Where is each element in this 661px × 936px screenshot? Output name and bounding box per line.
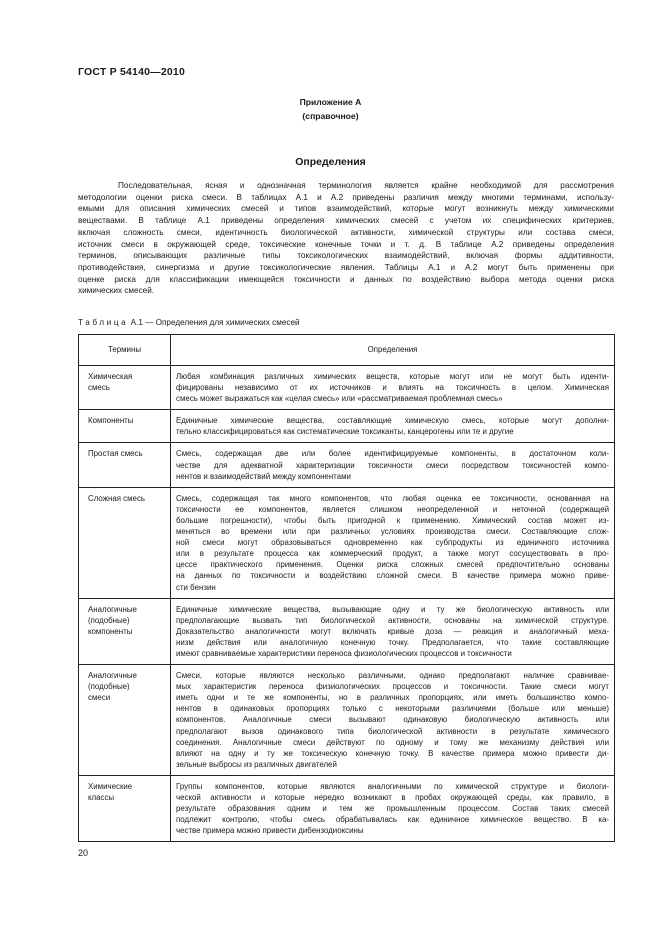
definition-line: Смеси, которые являются несколько различными, однако предполагают наличие сравнивае- xyxy=(176,671,609,681)
definition-line: мых характеристик переноса физиологических процессов и токсичности. Такие смеси могут xyxy=(176,682,609,692)
definition-line: Смесь, содержащая так много компонентов, что любая оценка ее токсичности, основанная на xyxy=(176,493,609,503)
definition-line: большие погрешности), чтобы быть пригодной к применению. Химический состав может из- xyxy=(176,515,609,525)
definition-line: меняться во времени или при различных условиях производства смеси. Составляющие слож- xyxy=(176,527,609,537)
definition-line: или в результате процесса как коммерческий продукт, а также могут сосуществовать в про- xyxy=(176,549,609,559)
definition-line: результате образования одним и тем же промышленным процессом. Состав таких смесей xyxy=(176,804,609,814)
definition-line: предполагающие вызвать тип биологической активности, основаны на химической структуре. xyxy=(176,615,609,625)
table-row xyxy=(79,775,615,841)
term-line: Химическая xyxy=(88,372,133,381)
intro-line: включая сложность смеси, идентичность биологической активности, химической структуры или состава смеси, xyxy=(78,227,614,237)
header-definitions: Определения xyxy=(171,335,615,366)
intro-line: противодействия, синергизма и другие токсикологические явления. Таблицы А.1 и А.2 могут быть применены при xyxy=(78,262,614,272)
definition-cell xyxy=(171,487,615,598)
table-caption xyxy=(78,318,300,327)
table-row xyxy=(79,410,615,443)
term-line: (подобные) xyxy=(88,615,130,625)
definition-line: соединения. Аналогичные смеси действуют по одному и тому же механизму действия или xyxy=(176,737,609,747)
definition-line: смесь может выражаться как «целая смесь» или «рассматриваемая проблемная смесь» xyxy=(176,394,503,404)
table-header-row xyxy=(79,335,615,366)
definition-line: сти бензин xyxy=(176,582,216,592)
term-cell xyxy=(79,775,171,841)
definition-line: на данных по токсичности и воздействию сложной смеси. В качестве примера можно приве- xyxy=(176,571,609,581)
table-row xyxy=(79,487,615,598)
table-row xyxy=(79,665,615,776)
appendix-title: Приложение А xyxy=(299,97,362,107)
term-cell xyxy=(79,443,171,487)
term-cell xyxy=(79,598,171,664)
intro-line: веществами. В таблице А.1 приведены определения химических смесей с учетом их специфических критериев, xyxy=(78,216,614,226)
definition-cell xyxy=(171,443,615,487)
definition-line: Доказательство аналогичности могут включать кривые доза — реакция и аналогичный меха- xyxy=(176,626,609,636)
term-line: смеси xyxy=(88,693,111,703)
definition-line: подлежит контролю, чтобы смесь обрабатывалась как единичное химическое вещество. В ка- xyxy=(176,815,609,825)
table-body xyxy=(79,366,615,842)
term-cell xyxy=(79,487,171,598)
definition-cell xyxy=(171,598,615,664)
table-caption-text: А.1 — Определения для химических смесей xyxy=(128,318,300,327)
term-line: смесь xyxy=(88,383,110,393)
table-caption-prefix: Таблица xyxy=(78,318,129,327)
definition-line: низм действия или аналогичную конечную точку. Предполагается, что такие составляющие xyxy=(176,637,609,647)
term-line: Аналогичные xyxy=(88,604,137,614)
term-line: Простая смесь xyxy=(88,449,143,459)
definition-line: фицированы независимо от их источников и влиять на токсичность в целом. Химическая xyxy=(176,383,609,393)
definition-line: имеют сравниваемые характеристики переноса физиологических процессов и токсичности xyxy=(176,648,512,658)
intro-line: методологии оценки риска смеси. В таблицах А.1 и А.2 приведены различия между многими терминами, использу- xyxy=(78,192,614,202)
definition-line: цессе практического применения. Оценки риска сложных смесей предпочтительно основаны xyxy=(176,560,609,570)
definition-line: Любая комбинация различных химических веществ, которые могут или не могут быть иденти- xyxy=(176,372,609,381)
definition-line: влияют на одну и ту же токсическую конечную точку. В качестве примера можно привести ди- xyxy=(176,748,609,758)
intro-line: емыми для описания химических смесей и типов взаимодействий, которые могут возникнуть между химическими xyxy=(78,204,614,214)
definition-line: тельно классифицироваться как систематические токсиканты, канцерогены или те и другие xyxy=(176,427,514,437)
term-line: Химические xyxy=(88,781,133,791)
term-line: Аналогичные xyxy=(88,671,137,681)
definition-line: зельные выбросы из различных двигателей xyxy=(176,759,337,769)
table-row xyxy=(79,598,615,664)
definition-cell xyxy=(171,410,615,443)
term-line: (подобные) xyxy=(88,682,130,692)
definition-line: Смесь, содержащая две или более идентифицируемые компоненты, в достаточном коли- xyxy=(176,449,609,459)
definition-line: честве для адекватной характеризации токсичности смеси посредством токсичностей компо- xyxy=(176,460,609,470)
table-row xyxy=(79,366,615,410)
term-cell xyxy=(79,366,171,410)
intro-paragraph xyxy=(78,180,614,297)
appendix-status: (справочное) xyxy=(302,111,359,121)
intro-line: оценке риска для классификации имеющейся токсичности и данных по воздействию выбора метода оценки риска xyxy=(78,274,614,284)
definition-line: ческой активности и которые нередко возникают в пробах окружающей среды, как правило, в xyxy=(176,793,609,802)
appendix-heading xyxy=(0,95,661,123)
document-code: ГОСТ Р 54140—2010 xyxy=(78,66,186,78)
term-line: классы xyxy=(88,793,115,802)
definition-line: токсичности ее компонентов, является слишком неопределенной и неточной (содержащей xyxy=(176,504,609,514)
term-cell xyxy=(79,410,171,443)
term-cell xyxy=(79,665,171,776)
term-line: Компоненты xyxy=(88,416,134,426)
definitions-table xyxy=(78,334,615,842)
term-line: Сложная смесь xyxy=(88,493,145,503)
intro-line: источник смеси в окружающей среде, токсические конечные точки и т. д. В таблице А.2 приведены определения xyxy=(78,239,614,249)
definition-cell xyxy=(171,775,615,841)
table-row xyxy=(79,443,615,487)
definition-line: честве примера можно привести дибензодиоксины xyxy=(176,826,364,836)
definition-cell xyxy=(171,665,615,776)
definition-line: иметь одни и те же компоненты, но в различных пропорциях, или иметь большинство компо- xyxy=(176,693,609,703)
intro-line: Последовательная, ясная и однозначная терминология является крайне необходимой для рассмотрения xyxy=(118,181,614,190)
definition-line: Группы компонентов, которые являются аналогичными по химической структуре и биологи- xyxy=(176,781,609,791)
definition-line: Единичные химические вещества, составляющие химическую смесь, которые могут дополни- xyxy=(176,416,609,426)
header-terms: Термины xyxy=(79,335,171,366)
definition-line: нентов и взаимодействий между компонентами xyxy=(176,471,351,481)
term-line: компоненты xyxy=(88,626,133,636)
definition-line: ной смеси могут образовываться одновременно как субпродукты из единичного источника xyxy=(176,538,609,548)
page-number: 20 xyxy=(78,848,89,858)
intro-line: терминов, описывающих различные типы токсикологических взаимодействий, включая формы аддитивности, xyxy=(78,251,614,261)
definition-line: нентов в одинаковых пропорциях только с некоторыми различиями (больше или меньше) xyxy=(176,704,609,714)
definition-line: компонентов. Аналогичные смеси вызывают одинаковую биологическую активность или xyxy=(176,715,609,725)
definition-line: предполагают вызов одинакового типа биологической активности в результате химического xyxy=(176,726,609,736)
definition-line: Единичные химические вещества, вызывающие одну и ту же биологическую активность или xyxy=(176,604,609,614)
intro-line: химических смесей. xyxy=(78,286,155,296)
section-title: Определения xyxy=(295,156,366,168)
definition-cell xyxy=(171,366,615,410)
